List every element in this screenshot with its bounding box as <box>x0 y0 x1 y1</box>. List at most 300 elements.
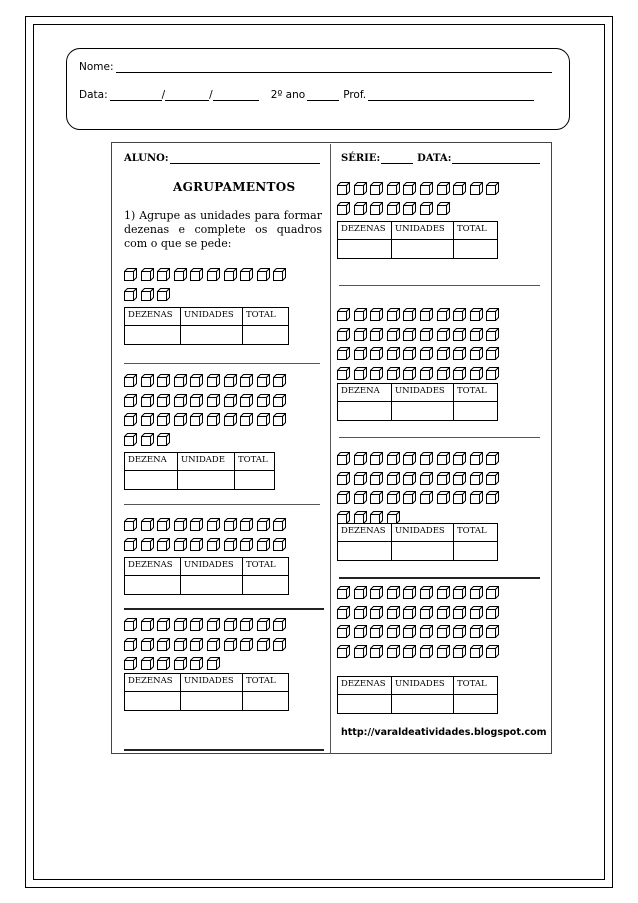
answer-cell[interactable] <box>392 542 454 561</box>
cube-icon <box>207 536 220 549</box>
cube-icon <box>403 450 416 463</box>
answer-cell[interactable] <box>181 576 243 595</box>
cube-icon <box>387 470 400 483</box>
cube-icon <box>387 509 400 522</box>
cube-icon <box>470 345 483 358</box>
table-header-cell: UNIDADE <box>178 453 235 471</box>
cube-icon <box>370 643 383 656</box>
cube-icon <box>420 180 433 193</box>
answer-cell[interactable] <box>392 695 454 714</box>
cube-icon <box>403 604 416 617</box>
cube-icon <box>337 450 350 463</box>
cube-icon <box>207 636 220 649</box>
cube-icon <box>157 286 170 299</box>
cube-icon <box>337 584 350 597</box>
cube-icon <box>337 643 350 656</box>
cube-icon <box>337 604 350 617</box>
cube-icon <box>190 266 203 279</box>
cube-row <box>124 516 286 529</box>
cube-icon <box>190 372 203 385</box>
cube-icon <box>273 516 286 529</box>
answer-table <box>124 557 289 595</box>
cube-icon <box>420 584 433 597</box>
answer-cell[interactable] <box>392 402 454 421</box>
cube-icon <box>486 180 499 193</box>
cube-icon <box>437 345 450 358</box>
answer-cell[interactable] <box>243 576 289 595</box>
cube-row <box>124 655 220 668</box>
answer-cell[interactable] <box>454 240 498 259</box>
answer-cell[interactable] <box>243 326 289 345</box>
cube-icon <box>420 200 433 213</box>
cube-icon <box>420 345 433 358</box>
cube-icon <box>470 623 483 636</box>
cube-icon <box>486 326 499 339</box>
cube-icon <box>387 450 400 463</box>
cube-icon <box>157 411 170 424</box>
cube-icon <box>190 616 203 629</box>
cube-icon <box>174 516 187 529</box>
cube-icon <box>387 643 400 656</box>
cube-icon <box>207 655 220 668</box>
table-header-cell: UNIDADES <box>181 558 243 576</box>
cube-icon <box>141 286 154 299</box>
cube-row <box>337 623 499 636</box>
cube-row <box>337 604 499 617</box>
cube-icon <box>190 536 203 549</box>
cube-icon <box>354 509 367 522</box>
cube-icon <box>190 392 203 405</box>
cube-icon <box>141 411 154 424</box>
answer-cell[interactable] <box>243 692 289 711</box>
cube-icon <box>141 372 154 385</box>
cube-icon <box>453 365 466 378</box>
answer-cell[interactable] <box>181 692 243 711</box>
cube-icon <box>124 431 137 444</box>
cube-icon <box>437 306 450 319</box>
table-header-cell: TOTAL <box>235 453 275 471</box>
cube-row <box>337 180 499 193</box>
cube-icon <box>337 180 350 193</box>
cube-icon <box>207 372 220 385</box>
answer-cell[interactable] <box>125 576 181 595</box>
cube-icon <box>387 489 400 502</box>
answer-cell[interactable] <box>125 692 181 711</box>
cube-icon <box>387 180 400 193</box>
cube-icon <box>257 536 270 549</box>
cube-icon <box>257 411 270 424</box>
cube-icon <box>403 180 416 193</box>
cube-icon <box>224 516 237 529</box>
answer-cell[interactable] <box>338 695 392 714</box>
cube-icon <box>124 372 137 385</box>
cube-icon <box>437 450 450 463</box>
cube-row <box>337 450 499 463</box>
answer-table <box>337 523 498 561</box>
cube-row <box>337 584 499 597</box>
answer-cell[interactable] <box>454 695 498 714</box>
cube-icon <box>141 655 154 668</box>
table-header-cell: DEZENAS <box>338 222 392 240</box>
cube-icon <box>437 643 450 656</box>
answer-table <box>124 673 289 711</box>
cube-icon <box>124 536 137 549</box>
cube-icon <box>174 536 187 549</box>
cube-icon <box>370 345 383 358</box>
cube-icon <box>337 345 350 358</box>
prof-label: Prof. <box>343 89 367 101</box>
section-separator <box>339 437 540 438</box>
cube-icon <box>257 636 270 649</box>
cube-icon <box>420 306 433 319</box>
cube-icon <box>387 584 400 597</box>
cube-icon <box>124 516 137 529</box>
cube-icon <box>370 584 383 597</box>
nome-label: Nome: <box>79 61 114 73</box>
prof-field[interactable] <box>368 89 534 101</box>
cube-icon <box>486 306 499 319</box>
answer-table <box>124 307 289 345</box>
cube-icon <box>370 489 383 502</box>
cube-icon <box>437 365 450 378</box>
cube-icon <box>486 345 499 358</box>
source-url: http://varaldeatividades.blogspot.com <box>341 727 547 738</box>
cube-icon <box>337 509 350 522</box>
cube-icon <box>337 623 350 636</box>
section-separator <box>124 504 320 505</box>
table-header-cell: DEZENAS <box>125 674 181 692</box>
cube-icon <box>337 489 350 502</box>
cube-icon <box>141 516 154 529</box>
cube-icon <box>224 266 237 279</box>
cube-icon <box>124 266 137 279</box>
table-header-cell: UNIDADES <box>392 524 454 542</box>
cube-icon <box>453 489 466 502</box>
cube-icon <box>354 623 367 636</box>
cube-icon <box>141 266 154 279</box>
cube-icon <box>240 411 253 424</box>
cube-icon <box>141 536 154 549</box>
cube-icon <box>470 450 483 463</box>
column-divider <box>330 144 331 754</box>
cube-icon <box>420 604 433 617</box>
cube-row <box>124 266 286 279</box>
cube-icon <box>387 200 400 213</box>
cube-icon <box>437 326 450 339</box>
cube-icon <box>453 180 466 193</box>
cube-icon <box>420 365 433 378</box>
cube-icon <box>354 450 367 463</box>
cube-icon <box>387 345 400 358</box>
cube-icon <box>437 180 450 193</box>
table-header-cell: UNIDADES <box>392 384 454 402</box>
table-header-cell: UNIDADES <box>392 677 454 695</box>
table-header-cell: DEZENA <box>338 384 392 402</box>
table-header-cell: UNIDADES <box>181 308 243 326</box>
cube-icon <box>337 470 350 483</box>
serie-data-line <box>341 153 540 164</box>
answer-table <box>337 221 498 259</box>
cube-icon <box>207 392 220 405</box>
cube-icon <box>354 489 367 502</box>
data-month-field[interactable] <box>165 89 209 101</box>
cube-icon <box>354 584 367 597</box>
answer-table <box>337 676 498 714</box>
cube-icon <box>240 616 253 629</box>
cube-icon <box>257 616 270 629</box>
answer-cell[interactable] <box>178 471 235 490</box>
cube-icon <box>240 372 253 385</box>
cube-row <box>124 286 170 299</box>
data-day-field[interactable] <box>110 89 162 101</box>
cube-icon <box>453 584 466 597</box>
answer-cell[interactable] <box>454 542 498 561</box>
cube-icon <box>420 643 433 656</box>
ano-label: 2º ano <box>270 89 306 101</box>
cube-icon <box>403 470 416 483</box>
cube-row <box>337 509 400 522</box>
cube-icon <box>437 604 450 617</box>
cube-icon <box>387 604 400 617</box>
cube-icon <box>470 326 483 339</box>
date-slash: / <box>209 89 213 101</box>
data-year-field[interactable] <box>213 89 259 101</box>
nome-line <box>79 61 552 73</box>
cube-icon <box>124 392 137 405</box>
aluno-label: ALUNO: <box>124 153 169 164</box>
cube-icon <box>337 200 350 213</box>
cube-icon <box>224 392 237 405</box>
cube-row <box>124 372 286 385</box>
cube-icon <box>141 636 154 649</box>
cube-icon <box>190 636 203 649</box>
cube-icon <box>354 180 367 193</box>
cube-icon <box>354 345 367 358</box>
cube-icon <box>240 392 253 405</box>
header-box <box>66 48 570 130</box>
table-header-cell: DEZENAS <box>125 558 181 576</box>
serie-label: SÉRIE: <box>341 153 381 164</box>
cube-icon <box>370 306 383 319</box>
cube-icon <box>174 266 187 279</box>
table-header-cell: TOTAL <box>243 674 289 692</box>
aluno-field[interactable] <box>170 153 320 164</box>
section-separator <box>339 577 540 579</box>
cube-row <box>337 489 499 502</box>
cube-row <box>124 536 286 549</box>
cube-row <box>124 392 286 405</box>
cube-icon <box>420 450 433 463</box>
cube-icon <box>486 623 499 636</box>
cube-row <box>337 345 499 358</box>
answer-cell[interactable] <box>125 326 181 345</box>
cube-icon <box>273 411 286 424</box>
table-header-cell: TOTAL <box>243 308 289 326</box>
table-header-cell: TOTAL <box>454 384 498 402</box>
data-line <box>79 89 534 101</box>
table-header-cell: DEZENA <box>125 453 178 471</box>
cube-icon <box>370 470 383 483</box>
cube-icon <box>470 604 483 617</box>
table-header-cell: DEZENAS <box>125 308 181 326</box>
cube-icon <box>224 536 237 549</box>
cube-icon <box>224 411 237 424</box>
cube-icon <box>141 392 154 405</box>
cube-icon <box>403 326 416 339</box>
cube-icon <box>257 372 270 385</box>
cube-row <box>337 306 499 319</box>
table-header-cell: TOTAL <box>243 558 289 576</box>
cube-icon <box>257 266 270 279</box>
cube-icon <box>190 516 203 529</box>
cube-icon <box>207 266 220 279</box>
cube-icon <box>370 180 383 193</box>
cube-icon <box>470 489 483 502</box>
cube-icon <box>124 636 137 649</box>
cube-icon <box>157 516 170 529</box>
cube-icon <box>240 266 253 279</box>
sheet-data-label: DATA: <box>417 153 452 164</box>
table-header-cell: DEZENAS <box>338 524 392 542</box>
cube-icon <box>174 636 187 649</box>
cube-icon <box>437 623 450 636</box>
cube-icon <box>370 604 383 617</box>
cube-icon <box>207 411 220 424</box>
cube-icon <box>141 431 154 444</box>
cube-icon <box>157 431 170 444</box>
cube-icon <box>124 616 137 629</box>
cube-icon <box>257 392 270 405</box>
cube-row <box>124 411 286 424</box>
cube-icon <box>354 326 367 339</box>
cube-row <box>337 365 499 378</box>
answer-cell[interactable] <box>235 471 275 490</box>
cube-icon <box>470 180 483 193</box>
ano-field[interactable] <box>307 89 339 101</box>
serie-field[interactable] <box>381 153 413 164</box>
section-separator <box>124 363 320 364</box>
cube-row <box>337 470 499 483</box>
cube-icon <box>370 200 383 213</box>
cube-icon <box>370 623 383 636</box>
cube-row <box>124 431 170 444</box>
cube-icon <box>240 536 253 549</box>
sheet-data-field[interactable] <box>452 153 540 164</box>
cube-icon <box>387 306 400 319</box>
cube-icon <box>354 200 367 213</box>
cube-icon <box>190 655 203 668</box>
cube-icon <box>420 326 433 339</box>
cube-icon <box>124 411 137 424</box>
cube-icon <box>174 392 187 405</box>
cube-row <box>124 616 286 629</box>
cube-icon <box>470 470 483 483</box>
cube-icon <box>190 411 203 424</box>
answer-cell[interactable] <box>454 402 498 421</box>
cube-icon <box>486 489 499 502</box>
cube-icon <box>124 655 137 668</box>
cube-icon <box>420 470 433 483</box>
cube-icon <box>453 306 466 319</box>
cube-icon <box>157 616 170 629</box>
section-separator <box>124 749 324 751</box>
date-slash: / <box>161 89 166 101</box>
cube-row <box>124 636 286 649</box>
cube-icon <box>387 326 400 339</box>
cube-row <box>337 326 499 339</box>
answer-cell[interactable] <box>338 240 392 259</box>
answer-cell[interactable] <box>338 542 392 561</box>
cube-icon <box>437 584 450 597</box>
cube-icon <box>273 266 286 279</box>
cube-icon <box>337 365 350 378</box>
cube-icon <box>370 365 383 378</box>
cube-icon <box>470 365 483 378</box>
cube-icon <box>240 516 253 529</box>
nome-field[interactable] <box>116 61 552 73</box>
aluno-line <box>124 153 320 164</box>
answer-cell[interactable] <box>125 471 178 490</box>
cube-icon <box>157 372 170 385</box>
cube-icon <box>273 616 286 629</box>
cube-icon <box>453 450 466 463</box>
cube-icon <box>453 643 466 656</box>
cube-icon <box>257 516 270 529</box>
answer-cell[interactable] <box>181 326 243 345</box>
data-label: Data: <box>79 89 108 101</box>
cube-icon <box>224 372 237 385</box>
cube-icon <box>470 306 483 319</box>
cube-icon <box>337 326 350 339</box>
table-header-cell: TOTAL <box>454 222 498 240</box>
cube-row <box>337 643 499 656</box>
cube-icon <box>157 536 170 549</box>
cube-icon <box>470 584 483 597</box>
cube-icon <box>207 516 220 529</box>
cube-icon <box>224 616 237 629</box>
cube-icon <box>486 604 499 617</box>
cube-icon <box>354 604 367 617</box>
cube-icon <box>157 392 170 405</box>
cube-icon <box>437 489 450 502</box>
cube-icon <box>354 643 367 656</box>
cube-icon <box>486 584 499 597</box>
cube-icon <box>437 470 450 483</box>
answer-cell[interactable] <box>338 402 392 421</box>
cube-icon <box>370 450 383 463</box>
answer-cell[interactable] <box>392 240 454 259</box>
cube-icon <box>420 489 433 502</box>
cube-icon <box>273 536 286 549</box>
cube-icon <box>240 636 253 649</box>
answer-table <box>124 452 275 490</box>
section-separator <box>124 608 324 610</box>
cube-icon <box>403 623 416 636</box>
cube-icon <box>273 372 286 385</box>
cube-icon <box>174 372 187 385</box>
cube-icon <box>453 326 466 339</box>
cube-icon <box>124 286 137 299</box>
cube-icon <box>354 365 367 378</box>
cube-icon <box>453 470 466 483</box>
cube-icon <box>403 584 416 597</box>
cube-icon <box>337 306 350 319</box>
cube-icon <box>387 623 400 636</box>
answer-table <box>337 383 498 421</box>
cube-row <box>337 200 450 213</box>
cube-icon <box>157 266 170 279</box>
table-header-cell: UNIDADES <box>392 222 454 240</box>
